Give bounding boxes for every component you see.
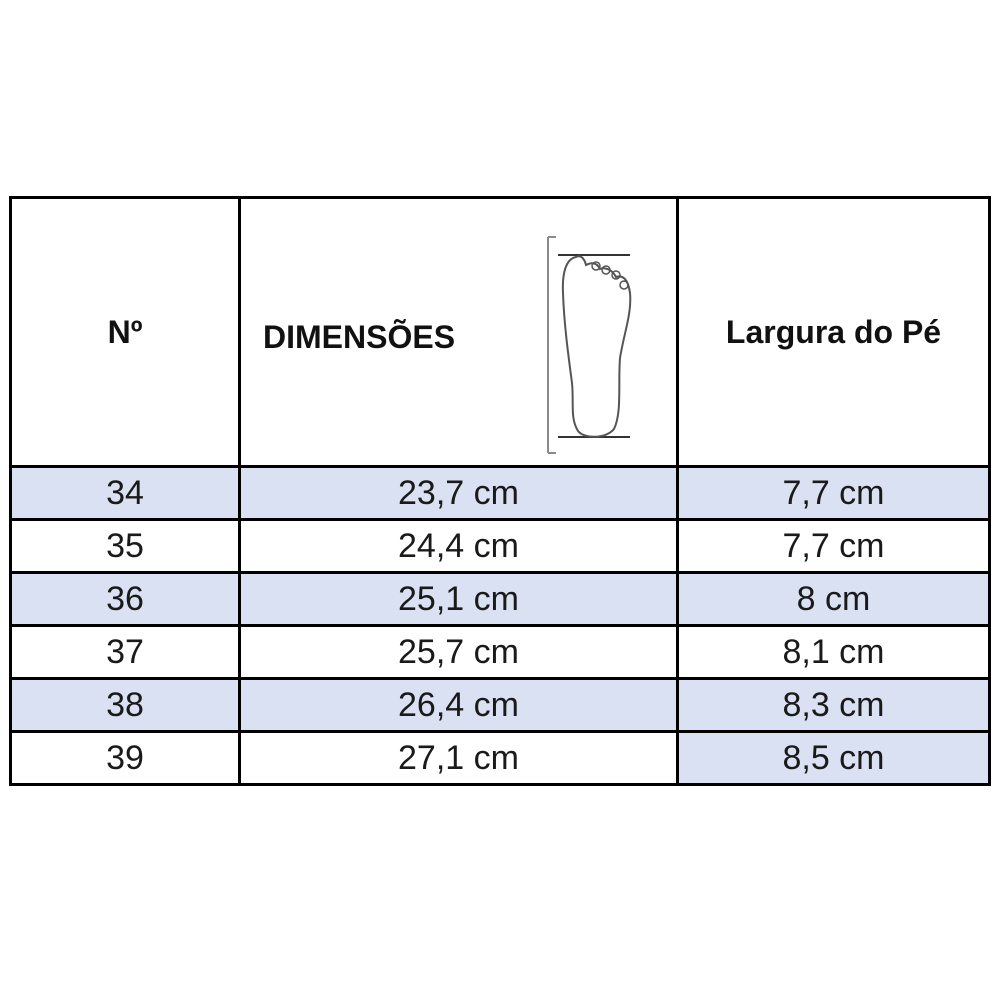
cell-dimension: 23,7 cm bbox=[240, 467, 678, 520]
header-foot-width: Largura do Pé bbox=[678, 198, 990, 467]
cell-number: 39 bbox=[11, 732, 240, 785]
cell-dimension: 25,7 cm bbox=[240, 626, 678, 679]
table-row bbox=[11, 467, 990, 520]
header-dimensions bbox=[240, 198, 678, 467]
cell-dimension: 26,4 cm bbox=[240, 679, 678, 732]
cell-width: 8 cm bbox=[678, 573, 990, 626]
table-row bbox=[11, 520, 990, 573]
cell-number: 37 bbox=[11, 626, 240, 679]
cell-width: 8,5 cm bbox=[678, 732, 990, 785]
table-row bbox=[11, 679, 990, 732]
cell-dimension: 27,1 cm bbox=[240, 732, 678, 785]
cell-width: 7,7 cm bbox=[678, 520, 990, 573]
cell-number: 38 bbox=[11, 679, 240, 732]
table-row bbox=[11, 626, 990, 679]
cell-number: 35 bbox=[11, 520, 240, 573]
table-row bbox=[11, 573, 990, 626]
foot-length-icon bbox=[546, 233, 634, 455]
size-table bbox=[9, 196, 991, 786]
table-row bbox=[11, 732, 990, 785]
header-dimensions-label: DIMENSÕES bbox=[263, 319, 456, 355]
cell-dimension: 25,1 cm bbox=[240, 573, 678, 626]
cell-number: 36 bbox=[11, 573, 240, 626]
cell-dimension: 24,4 cm bbox=[240, 520, 678, 573]
cell-width: 7,7 cm bbox=[678, 467, 990, 520]
cell-number: 34 bbox=[11, 467, 240, 520]
header-row bbox=[11, 198, 990, 467]
cell-width: 8,3 cm bbox=[678, 679, 990, 732]
header-number: Nº bbox=[11, 198, 240, 467]
cell-width: 8,1 cm bbox=[678, 626, 990, 679]
